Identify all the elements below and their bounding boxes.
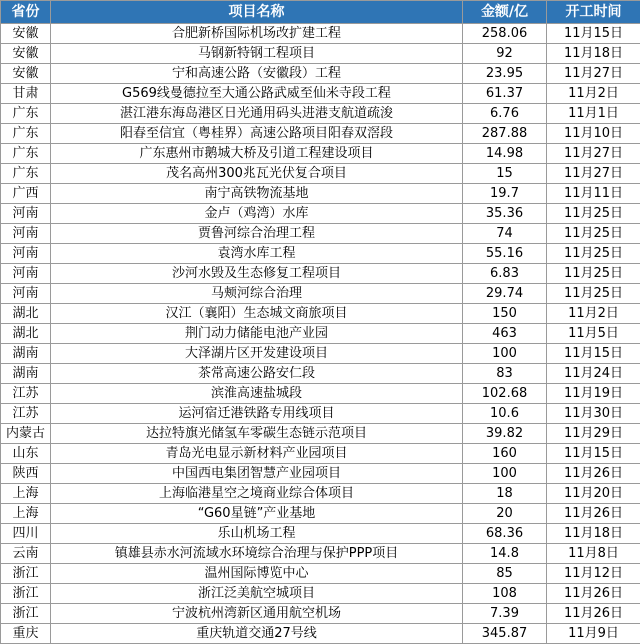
cell-project: 袁湾水库工程	[51, 244, 463, 264]
table-row	[1, 324, 640, 344]
table-row	[1, 404, 640, 424]
cell-date: 11月25日	[547, 244, 640, 264]
cell-amount: 68.36	[463, 524, 547, 544]
cell-date: 11月5日	[547, 324, 640, 344]
cell-amount: 85	[463, 564, 547, 584]
cell-project: 镇雄县赤水河流域水环境综合治理与保护PPP项目	[51, 544, 463, 564]
table-row	[1, 84, 640, 104]
cell-date: 11月25日	[547, 224, 640, 244]
cell-amount: 20	[463, 504, 547, 524]
cell-province: 山东	[1, 444, 51, 464]
cell-project: 沙河水毁及生态修复工程项目	[51, 264, 463, 284]
cell-date: 11月27日	[547, 64, 640, 84]
cell-date: 11月20日	[547, 484, 640, 504]
table-row	[1, 624, 640, 644]
cell-amount: 18	[463, 484, 547, 504]
cell-project: “G60星链”产业基地	[51, 504, 463, 524]
cell-amount: 74	[463, 224, 547, 244]
cell-amount: 6.83	[463, 264, 547, 284]
cell-amount: 14.98	[463, 144, 547, 164]
cell-amount: 108	[463, 584, 547, 604]
cell-amount: 100	[463, 464, 547, 484]
table-row	[1, 164, 640, 184]
cell-project: 马钢新特钢工程项目	[51, 44, 463, 64]
cell-date: 11月18日	[547, 44, 640, 64]
cell-project: 青岛光电显示新材料产业园项目	[51, 444, 463, 464]
cell-project: 广东惠州市鹅城大桥及引道工程建设项目	[51, 144, 463, 164]
cell-amount: 7.39	[463, 604, 547, 624]
cell-amount: 100	[463, 344, 547, 364]
cell-date: 11月8日	[547, 544, 640, 564]
table-row	[1, 184, 640, 204]
cell-project: 大泽湖片区开发建设项目	[51, 344, 463, 364]
cell-project: 南宁高铁物流基地	[51, 184, 463, 204]
cell-province: 广东	[1, 144, 51, 164]
cell-project: G569线曼德拉至大通公路武威至仙米寺段工程	[51, 84, 463, 104]
cell-amount: 150	[463, 304, 547, 324]
table-row	[1, 344, 640, 364]
cell-date: 11月1日	[547, 104, 640, 124]
table-row	[1, 604, 640, 624]
cell-project: 运河宿迁港铁路专用线项目	[51, 404, 463, 424]
cell-amount: 19.7	[463, 184, 547, 204]
cell-project: 宁波杭州湾新区通用航空机场	[51, 604, 463, 624]
cell-date: 11月2日	[547, 304, 640, 324]
cell-province: 河南	[1, 264, 51, 284]
header-row	[1, 1, 640, 24]
table-row	[1, 504, 640, 524]
cell-amount: 92	[463, 44, 547, 64]
cell-amount: 258.06	[463, 24, 547, 44]
cell-province: 云南	[1, 544, 51, 564]
cell-province: 浙江	[1, 584, 51, 604]
cell-date: 11月18日	[547, 524, 640, 544]
table-row	[1, 464, 640, 484]
cell-amount: 23.95	[463, 64, 547, 84]
table-row	[1, 224, 640, 244]
cell-amount: 29.74	[463, 284, 547, 304]
table-row	[1, 64, 640, 84]
cell-amount: 14.8	[463, 544, 547, 564]
table-row	[1, 24, 640, 44]
cell-project: 宁和高速公路（安徽段）工程	[51, 64, 463, 84]
cell-province: 安徽	[1, 64, 51, 84]
cell-project: 汉江（襄阳）生态城文商旅项目	[51, 304, 463, 324]
cell-province: 河南	[1, 284, 51, 304]
cell-province: 湖南	[1, 364, 51, 384]
cell-date: 11月27日	[547, 164, 640, 184]
cell-province: 四川	[1, 524, 51, 544]
cell-amount: 61.37	[463, 84, 547, 104]
cell-province: 广西	[1, 184, 51, 204]
cell-date: 11月30日	[547, 404, 640, 424]
cell-amount: 287.88	[463, 124, 547, 144]
cell-amount: 345.87	[463, 624, 547, 644]
cell-project: 滨淮高速盐城段	[51, 384, 463, 404]
cell-date: 11月27日	[547, 144, 640, 164]
cell-province: 江苏	[1, 404, 51, 424]
cell-amount: 35.36	[463, 204, 547, 224]
cell-project: 湛江港东海岛港区日光通用码头进港支航道疏浚	[51, 104, 463, 124]
cell-province: 江苏	[1, 384, 51, 404]
cell-date: 11月29日	[547, 424, 640, 444]
table-row	[1, 584, 640, 604]
table-row	[1, 204, 640, 224]
cell-province: 内蒙古	[1, 424, 51, 444]
cell-amount: 10.6	[463, 404, 547, 424]
cell-date: 11月15日	[547, 344, 640, 364]
cell-project: 温州国际博览中心	[51, 564, 463, 584]
cell-project: 浙江泛美航空城项目	[51, 584, 463, 604]
cell-amount: 83	[463, 364, 547, 384]
cell-date: 11月15日	[547, 24, 640, 44]
cell-province: 重庆	[1, 624, 51, 644]
cell-province: 广东	[1, 164, 51, 184]
table-row	[1, 444, 640, 464]
cell-project: 乐山机场工程	[51, 524, 463, 544]
cell-project: 荆门动力储能电池产业园	[51, 324, 463, 344]
cell-project: 达拉特旗光储氢车零碳生态链示范项目	[51, 424, 463, 444]
cell-project: 茶常高速公路安仁段	[51, 364, 463, 384]
table-row	[1, 264, 640, 284]
cell-project: 上海临港星空之境商业综合体项目	[51, 484, 463, 504]
cell-province: 陕西	[1, 464, 51, 484]
table-row	[1, 524, 640, 544]
table-row	[1, 124, 640, 144]
cell-project: 金卢（鸡湾）水库	[51, 204, 463, 224]
table-body	[1, 24, 640, 644]
cell-project: 合肥新桥国际机场改扩建工程	[51, 24, 463, 44]
table-row	[1, 364, 640, 384]
table-row	[1, 384, 640, 404]
cell-province: 浙江	[1, 564, 51, 584]
cell-project: 茂名高州300兆瓦光伏复合项目	[51, 164, 463, 184]
cell-province: 安徽	[1, 24, 51, 44]
cell-date: 11月24日	[547, 364, 640, 384]
cell-date: 11月15日	[547, 444, 640, 464]
table-row	[1, 564, 640, 584]
table-row	[1, 104, 640, 124]
cell-province: 广东	[1, 104, 51, 124]
header-amount: 金额/亿	[463, 1, 547, 24]
table-row	[1, 284, 640, 304]
cell-date: 11月19日	[547, 384, 640, 404]
cell-date: 11月12日	[547, 564, 640, 584]
table-row	[1, 144, 640, 164]
cell-amount: 15	[463, 164, 547, 184]
cell-date: 11月26日	[547, 604, 640, 624]
cell-project: 中国西电集团智慧产业园项目	[51, 464, 463, 484]
table-row	[1, 44, 640, 64]
cell-date: 11月26日	[547, 464, 640, 484]
cell-province: 河南	[1, 244, 51, 264]
cell-date: 11月25日	[547, 284, 640, 304]
cell-province: 湖北	[1, 324, 51, 344]
cell-date: 11月11日	[547, 184, 640, 204]
header-project: 项目名称	[51, 1, 463, 24]
cell-province: 湖北	[1, 304, 51, 324]
cell-amount: 6.76	[463, 104, 547, 124]
cell-province: 河南	[1, 204, 51, 224]
table-row	[1, 484, 640, 504]
cell-province: 上海	[1, 504, 51, 524]
cell-date: 11月10日	[547, 124, 640, 144]
cell-date: 11月26日	[547, 504, 640, 524]
cell-project: 贾鲁河综合治理工程	[51, 224, 463, 244]
cell-province: 河南	[1, 224, 51, 244]
table-row	[1, 544, 640, 564]
cell-amount: 160	[463, 444, 547, 464]
cell-project: 阳春至信宜（粤桂界）高速公路项目阳春双滘段	[51, 124, 463, 144]
header-province: 省份	[1, 1, 51, 24]
cell-amount: 463	[463, 324, 547, 344]
cell-date: 11月9日	[547, 624, 640, 644]
table-row	[1, 304, 640, 324]
cell-amount: 39.82	[463, 424, 547, 444]
cell-amount: 55.16	[463, 244, 547, 264]
cell-date: 11月25日	[547, 264, 640, 284]
table-row	[1, 244, 640, 264]
cell-province: 湖南	[1, 344, 51, 364]
cell-date: 11月26日	[547, 584, 640, 604]
cell-date: 11月25日	[547, 204, 640, 224]
cell-province: 广东	[1, 124, 51, 144]
cell-province: 安徽	[1, 44, 51, 64]
cell-project: 马颊河综合治理	[51, 284, 463, 304]
cell-project: 重庆轨道交通27号线	[51, 624, 463, 644]
table-row	[1, 424, 640, 444]
cell-date: 11月2日	[547, 84, 640, 104]
cell-province: 浙江	[1, 604, 51, 624]
cell-province: 甘肃	[1, 84, 51, 104]
header-date: 开工时间	[547, 1, 640, 24]
cell-amount: 102.68	[463, 384, 547, 404]
cell-province: 上海	[1, 484, 51, 504]
